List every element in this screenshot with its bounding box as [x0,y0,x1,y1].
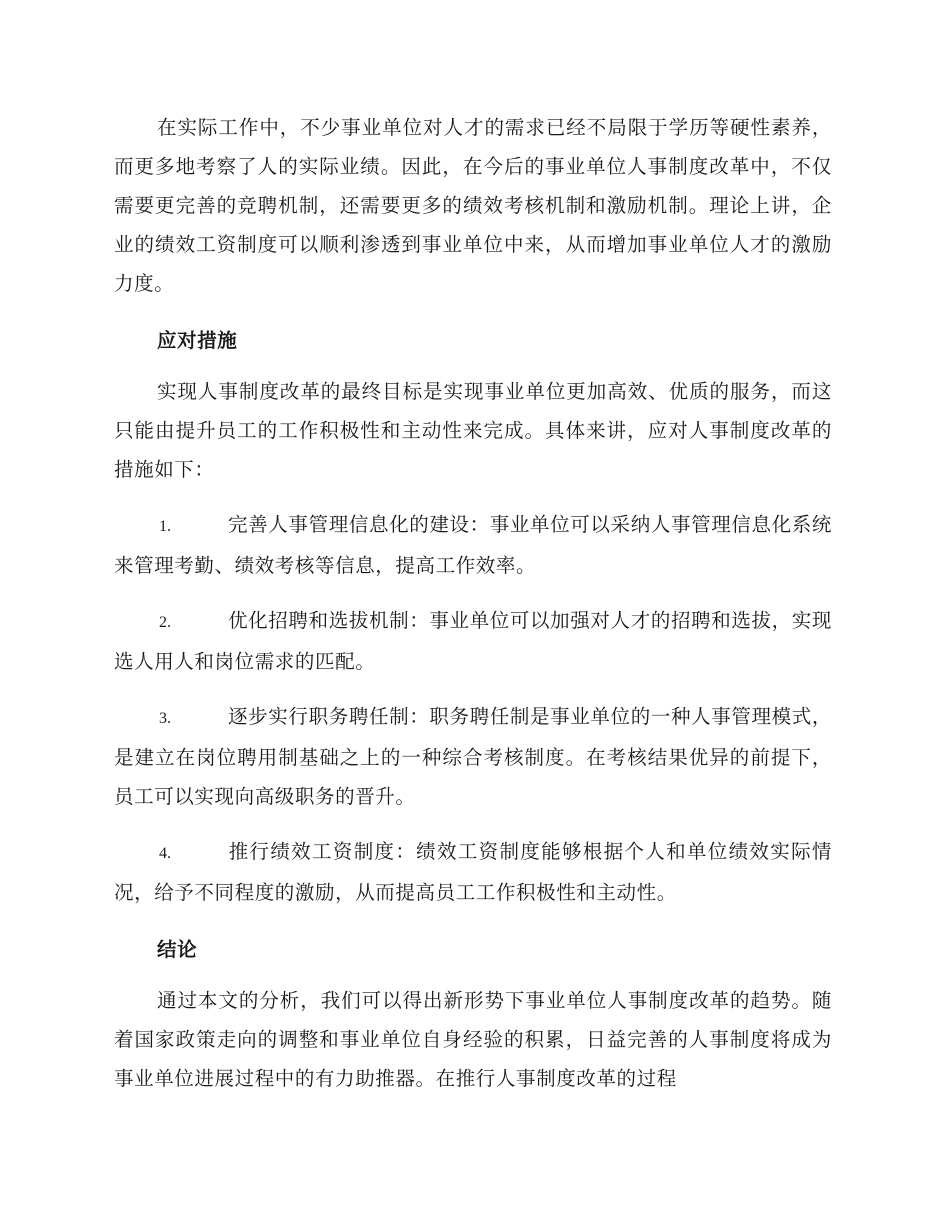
list-item [114,601,832,681]
heading-conclusion: 结论 [157,938,198,961]
list-item-text: 推行绩效工资制度：绩效工资制度能够根据个人和单位绩效实际情况，给予不同程度的激励，从而提高员工工作积极性和主动性。 [114,840,832,904]
document-page [114,108,832,1098]
list-item [114,697,832,816]
paragraph-conclusion: 通过本文的分析，我们可以得出新形势下事业单位人事制度改革的趋势。随着国家政策走向的调整和事业单位自身经验的积累，日益完善的人事制度将成为事业单位进展过程中的有力助推器。在推行人事制度改革的过程 [114,989,832,1090]
paragraph-performance-needs: 在实际工作中，不少事业单位对人才的需求已经不局限于学历等硬性素养，而更多地考察了人的实际业绩。因此，在今后的事业单位人事制度改革中，不仅需要更完善的竞聘机制，还需要更多的绩效考核机制和激励机制。理论上讲，企业的绩效工资制度可以顺利渗透到事业单位中来，从而增加事业单位人才的激励力度。 [114,116,832,295]
list-item [114,832,832,912]
list-item-text: 优化招聘和选拔机制：事业单位可以加强对人才的招聘和选拔，实现选人用人和岗位需求的匹配。 [114,609,832,673]
list-item-number: 4. [159,845,171,862]
list-item [114,505,832,585]
list-item-text: 完善人事管理信息化的建设：事业单位可以采纳人事管理信息化系统来管理考勤、绩效考核等信息，提高工作效率。 [114,513,832,577]
list-item-number: 3. [159,710,171,727]
list-item-number: 1. [159,518,171,535]
paragraph-measures-intro: 实现人事制度改革的最终目标是实现事业单位更加高效、优质的服务，而这只能由提升员工的工作积极性和主动性来完成。具体来讲，应对人事制度改革的措施如下： [114,380,832,481]
list-item-text: 逐步实行职务聘任制：职务聘任制是事业单位的一种人事管理模式，是建立在岗位聘用制基础之上的一种综合考核制度。在考核结果优异的前提下，员工可以实现向高级职务的晋升。 [114,705,832,808]
list-item-number: 2. [159,614,171,631]
heading-measures: 应对措施 [157,329,238,352]
